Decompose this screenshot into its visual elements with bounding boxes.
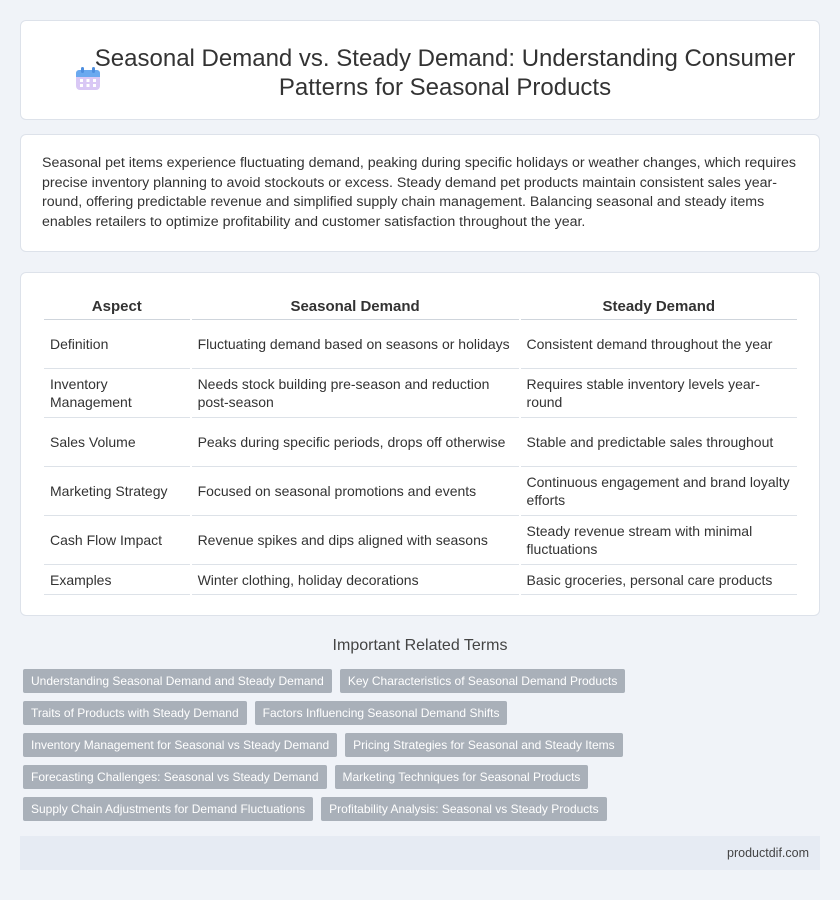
footer-bar: [20, 836, 820, 870]
steady-cell: Continuous engagement and brand loyalty efforts: [521, 467, 797, 516]
related-terms-row: [23, 797, 823, 821]
related-terms-row: [23, 669, 823, 693]
intro-text: Seasonal pet items experience fluctuating demand, peaking during specific holidays or weather changes, which requires precise inventory planning to avoid stockouts or excess. Steady demand pet products maintain consistent sales year-round, offering predictable revenue and simplified supply chain management. Balancing seasonal and steady items enables retailers to optimize profitability and customer satisfaction throughout the year.: [42, 155, 796, 230]
seasonal-cell: Peaks during specific periods, drops off otherwise: [192, 418, 519, 467]
table-row: [44, 516, 797, 565]
page-title: Seasonal Demand vs. Steady Demand: Understanding Consumer Patterns for Seasonal Products: [94, 45, 796, 101]
related-terms-row: [23, 733, 823, 757]
table-row: [44, 418, 797, 467]
related-term-tag[interactable]: Key Characteristics of Seasonal Demand Products: [340, 669, 625, 693]
steady-cell: Basic groceries, personal care products: [521, 565, 797, 595]
seasonal-cell: Winter clothing, holiday decorations: [192, 565, 519, 595]
related-term-tag[interactable]: Inventory Management for Seasonal vs Steady Demand: [23, 733, 337, 757]
seasonal-cell: Needs stock building pre-season and reduction post-season: [192, 369, 519, 418]
column-header-aspect: Aspect: [44, 294, 190, 320]
related-term-tag[interactable]: Forecasting Challenges: Seasonal vs Steady Demand: [23, 765, 327, 789]
steady-cell: Consistent demand throughout the year: [521, 320, 797, 369]
comparison-card: [20, 272, 820, 616]
related-terms-row: [23, 701, 823, 725]
aspect-cell: Definition: [44, 320, 190, 369]
seasonal-cell: Fluctuating demand based on seasons or holidays: [192, 320, 519, 369]
table-row: [44, 369, 797, 418]
table-row: [44, 320, 797, 369]
related-term-tag[interactable]: Pricing Strategies for Seasonal and Steady Items: [345, 733, 622, 757]
seasonal-cell: Revenue spikes and dips aligned with seasons: [192, 516, 519, 565]
related-term-tag[interactable]: Understanding Seasonal Demand and Steady Demand: [23, 669, 332, 693]
aspect-cell: Sales Volume: [44, 418, 190, 467]
column-header-steady: Steady Demand: [521, 294, 797, 320]
table-row: [44, 565, 797, 595]
column-header-seasonal: Seasonal Demand: [192, 294, 519, 320]
seasonal-cell: Focused on seasonal promotions and events: [192, 467, 519, 516]
aspect-cell: Examples: [44, 565, 190, 595]
intro-card: [20, 134, 820, 252]
related-terms-heading: Important Related Terms: [332, 637, 508, 654]
related-terms-row: [23, 765, 823, 789]
comparison-table: [42, 294, 799, 595]
aspect-cell: Cash Flow Impact: [44, 516, 190, 565]
table-row: [44, 467, 797, 516]
aspect-cell: Marketing Strategy: [44, 467, 190, 516]
related-term-tag[interactable]: Marketing Techniques for Seasonal Products: [335, 765, 589, 789]
steady-cell: Requires stable inventory levels year-round: [521, 369, 797, 418]
related-term-tag[interactable]: Traits of Products with Steady Demand: [23, 701, 247, 725]
related-term-tag[interactable]: Profitability Analysis: Seasonal vs Steady Products: [321, 797, 606, 821]
aspect-cell: Inventory Management: [44, 369, 190, 418]
header-card: [20, 20, 820, 120]
related-terms-list: [23, 669, 823, 829]
related-term-tag[interactable]: Supply Chain Adjustments for Demand Fluctuations: [23, 797, 313, 821]
site-name[interactable]: productdif.com: [727, 846, 809, 860]
steady-cell: Steady revenue stream with minimal fluctuations: [521, 516, 797, 565]
steady-cell: Stable and predictable sales throughout: [521, 418, 797, 467]
table-header-row: [44, 294, 797, 320]
related-term-tag[interactable]: Factors Influencing Seasonal Demand Shifts: [255, 701, 508, 725]
